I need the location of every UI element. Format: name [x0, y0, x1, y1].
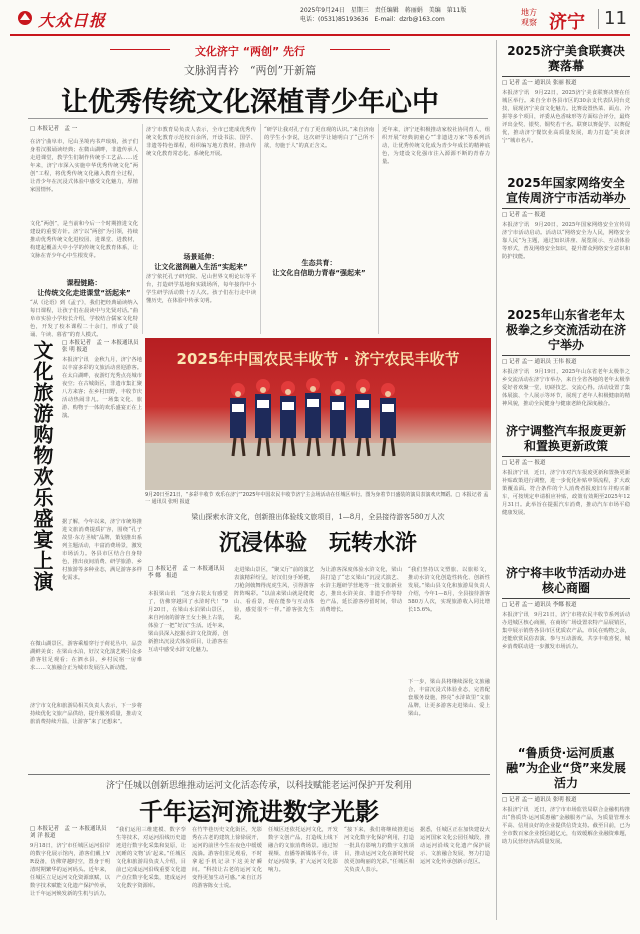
tourism-body-2: 据了解，今年以来，济宁市统筹推进文旅消费提质扩容，围绕“孔子故里·东方圣城”品牌，策划推出系列主题活动，丰富消费场景，激发市场活力。各县市区结合自身特色，推出夜间消费、研学旅游、乡村旅游等多种业态，满足游客多样化需求。 — [62, 519, 142, 581]
immersive-body-5: 下一步，梁山县将继续深化文旅融合，丰富沉浸式体验业态，完善配套服务设施，擦亮“水浒故里”文旅品牌，让更多游客走进梁山、爱上梁山。 — [408, 679, 490, 717]
immersive-byline: □ 本报记者 孟 一 本报通讯员 李 娜 报道 — [148, 566, 230, 579]
sidebar-item-body: 本报济宁讯 9月21日，济宁市将农民丰收节系列活动办进城区核心商圈，在商场广场设置农特产品展销区，集中展示销售各县市区优质农产品。市民在购物之余，还能欣赏民俗表演、参与互动游戏，共享丰收喜悦，城乡消费联动进一步激发市场活力。 — [502, 612, 630, 650]
canal-body-5: “接下来，我们将继续推进运河文化数字化保护利用，打造一批具有影响力的数字文旅项目，推动运河文化在新时代绽放更加绚丽的光彩。”任城区相关负责人表示。 — [344, 827, 414, 873]
lead-body-2: 文化“两创”，是当前和今后一个时期推进文化建设的重要方针。济宁以“两创”为引领，持续推动优秀传统文化进校园、进课堂、进教材，构建起覆盖大中小学的传统文化教育体系，让文脉在青少年心中生根发芽。 — [30, 221, 138, 259]
photo-banner: 2025年中国农民丰收节 · 济宁农民丰收节 — [176, 350, 460, 368]
sidebar-item-byline: □ 记者 孟一 通讯员 张明 报道 — [502, 797, 577, 803]
tourism-body-3: 在微山湖景区，游客乘船穿行于荷花丛中，品尝湖鲜美食；在梁山水泊，好汉文化演艺吸引众多游客驻足观看；在泗水县，乡村民宿一房难求……文旅融合正为城市发展注入新动能。 — [30, 641, 142, 671]
photo-caption: 9月20日至21日，“多彩丰收节 欢乐在济宁”2025年中国农民丰收节济宁主会场活动在任城区举行。图为身着节日盛装的演员表演欢庆舞蹈。□ 本报记者 孟一 通讯员 张明 报道 — [145, 492, 489, 505]
canal-body-4: 任城区还依托运河文化，开发数字文创产品，打造线上线下融合的文旅消费场景。通过短视频、直播等新媒体平台，讲好运河故事，扩大运河文化影响力。 — [268, 827, 338, 873]
lead-body-7: 近年来，济宁还积极推动家校社协同育人，组织开展“经典润童心”“非遗进万家”等系列活动，让优秀传统文化成为青少年成长的精神底色，为建设文化强市注入源源不断的青春力量。 — [382, 127, 490, 165]
lead-col-line-3 — [378, 124, 379, 334]
sidebar-item-byline: □ 记者 孟一 通讯员 王伟 报道 — [502, 359, 577, 365]
canal-body-3: 在竹竿巷历史文化街区，光影秀在古老的建筑上徐徐展开，运河的前世今生在夜色中缓缓流淌。游客们驻足观看，不时拿起手机记录下这美好瞬间。“科技让古老的运河文化变得更加生动可感。”来自江苏的游客陈女士说。 — [192, 827, 262, 889]
sidebar-rule — [502, 208, 630, 209]
sidebar-rule — [502, 456, 630, 457]
page-number: 11 — [604, 8, 627, 29]
sidebar-item-body: 本报济宁讯 9月22日，2025济宁美食联赛决赛在任城区举行。来自全市各县市区的30余支代表队同台竞技，展现济宁美食文化魅力。比赛设置热菜、面点、冷拼等多个项目，评委从色香味形等方面综合评分，最终评出金奖、银奖、铜奖若干名。联赛以赛促学、以赛促优，推动济宁餐饮业高质量发展，助力打造“美食济宁”城市名片。 — [502, 90, 630, 144]
sidebar-item-byline: □ 记者 孟一 报道 — [502, 460, 546, 466]
page-city: 济宁 — [549, 12, 585, 33]
immersive-kicker: 梁山探索水浒文化，创新推出体验线文旅项目，1—8月，全县接待游客580万人次 — [191, 513, 445, 521]
sidebar-item — [502, 44, 630, 177]
header-meta — [300, 6, 466, 24]
canal-body-6: 据悉，任城区正在加快建设大运河国家文化公园任城段，推动运河沿线文化遗产保护展示、文旅融合发展，努力打造运河文化传承创新示范区。 — [420, 827, 490, 865]
page-separator — [598, 9, 599, 29]
canal-byline: □ 本报记者 孟 一 本报通讯员 刘 洋 报道 — [30, 826, 112, 839]
sidebar-item-body: 本报济宁讯 近日，济宁市市场监管局联合金融机构推出“鲁质贷·运河质惠融”金融服务产品，为质量管理水平高、信用良好的企业提供信贷支持。截至目前，已为全市数百家企业授信超亿元，有效缓解企业融资难题，助力民营经济高质量发展。 — [502, 807, 630, 845]
lead-sub-2: 场景延伸： — [183, 253, 219, 261]
lead-byline: □ 本报记者 孟 一 — [30, 126, 78, 132]
sidebar-item-title: 2025济宁美食联赛决赛落幕 — [507, 44, 625, 73]
sidebar-rule — [502, 793, 630, 794]
festival-photo — [145, 338, 491, 490]
page-label-1: 地方 — [521, 8, 537, 17]
sidebar-rule — [502, 76, 630, 77]
sidebar-item-body: 本报济宁讯 9月20日，2025年国家网络安全宣传周济宁市活动启动。活动以“网络安全为人民，网络安全靠人民”为主题，通过知识讲座、展览展示、互动体验等形式，普及网络安全知识，提升群众网络安全意识和防护技能。 — [502, 222, 630, 260]
immersive-body-4: “我们坚持以文塑旅、以旅彰文，推动水浒文化创造性转化、创新性发展。”梁山县文化和旅游局负责人介绍，今年1—8月，全县接待游客580万人次，实现旅游收入同比增长15.6%。 — [408, 567, 490, 613]
page-label — [521, 8, 547, 28]
tourism-body-4: 济宁市文化和旅游局相关负责人表示，下一步将持续优化文旅产品供给，提升服务质量，推动文旅消费持续升温，让游客“来了还想来”。 — [30, 703, 142, 725]
tourism-vertical-title: 文化旅游购物欢乐盛宴上演 — [30, 340, 54, 592]
sidebar-item-title: 2025年国家网络安全宣传周济宁市活动举办 — [505, 176, 626, 205]
sidebar-item — [502, 424, 630, 589]
sidebar-item-title: 2025年山东省老年太极拳之乡交流活动在济宁举办 — [505, 308, 626, 352]
sidebar-item-body: 本报济宁讯 近日，济宁市对汽车报废更新和置换更新补贴政策进行调整，进一步优化补贴申领流程，扩大政策覆盖面。符合条件的个人消费者报废旧车并购买新车，可按规定申请相应补贴，政策有效期至2025年12月31日。此举旨在提振汽车消费，推动汽车市场平稳健康发展。 — [502, 470, 630, 516]
contact-line: 电话：(0531)85193636 E-mail：dzrb@163.com — [300, 16, 445, 23]
tourism-byline: □ 本报记者 孟 一 本报通讯员 张 明 报道 — [62, 340, 144, 353]
sidebar-item — [502, 746, 630, 934]
canal-headline: 千年运河流进数字光影 — [139, 798, 379, 826]
sidebar-item-title: 济宁将丰收节活动办进核心商圈 — [505, 566, 626, 595]
lead-sub-2b: 让文化滋润融入生活“实起来” — [154, 263, 248, 271]
lead-body-6: “研学让我对孔子有了更直观的认识。”来自济南的学生小李说，这次研学让她明白了“己所不欲，勿施于人”的真正含义。 — [264, 127, 374, 149]
immersive-body-2: 走进梁山景区，“聚义厅”前的演艺表演精彩纷呈，好汉们身手矫健，刀枪剑戟舞得虎虎生风，引得游客阵阵喝彩。“以前来梁山就是爬爬山、看看景，现在能参与互动体验，感觉很不一样。”游客张先生说。 — [234, 567, 314, 621]
sidebar-item-title: “鲁质贷·运河质惠融”为企业“贷”来发展活力 — [506, 746, 626, 790]
canal-top-rule — [28, 774, 490, 775]
lead-body-1: 在济宁曲阜市，尼山圣境内书声琅琅，孩子们身着汉服诵读经典；在微山湖畔，非遗传承人走进课堂，教学生们制作传统手工艺品……近年来，济宁市深入实施中华优秀传统文化“两创”工程，将优秀传统文化融入教育全过程，让青少年在沉浸式体验中感受文化魅力，厚植家国情怀。 — [30, 139, 138, 193]
lead-rule — [28, 118, 488, 119]
sidebar-item — [502, 176, 630, 277]
lead-body-5: 济宁依托孔子研究院、尼山世界文明论坛等平台，打造研学基地和实践场所，每年接待中小学生研学活动数十万人次。孩子们在行走中读懂历史，在体验中传承文明。 — [146, 274, 256, 304]
lead-sub-3b: 让文化自信助力青春“强起来” — [272, 269, 366, 277]
lead-kicker: 文脉润青衿 “两创”开新篇 — [183, 64, 317, 77]
lead-sub-1b: 让传统文化走进课堂“活起来” — [37, 289, 131, 297]
lead-headline: 让优秀传统文化深植青少年心中 — [61, 87, 439, 118]
canal-body-2: “我们运用三维建模、数字孪生等技术，对运河沿线历史遗迹进行数字化采集和复原，让沉睡的文物‘活’起来。”任城区文化和旅游局负责人介绍，目前已完成运河沿线重要文化遗产点位数字化采集，建成运河文化数字资源库。 — [116, 827, 186, 889]
logo-emblem-icon — [16, 10, 34, 26]
sidebar-item-byline: □ 记者 孟一 通讯员 李娜 报道 — [502, 602, 577, 608]
newspaper-logo: 大众日报 — [38, 11, 107, 30]
lead-body-3: “从《论语》到《孟子》，我们把经典诵读纳入每日课程，让孩子们在晨读中与先贤对话。”曲阜市实验小学校长介绍，学校结合儒家文化特色，开发了校本课程二十余门，形成了“晨诵、午读、暮省”的育人模式。 — [30, 300, 138, 338]
immersive-body-1: 本报梁山讯 “这身古装太有感觉了，仿佛穿越回了水浒时代！”9月20日，在梁山水泊梁山景区，来自河南的游客王女士换上古装，体验了一把“好汉”生活。近年来，梁山县深入挖掘水浒文化资源，创新推出沉浸式体验项目，让游客在互动中感受水浒文化魅力。 — [148, 591, 228, 653]
header-rule — [10, 34, 630, 36]
date-line: 2025年9月24日 星期三 责任编辑 蒋丽娟 美编 第11版 — [300, 7, 467, 14]
sidebar-divider — [496, 40, 497, 920]
page-label-2: 观察 — [521, 18, 537, 27]
sidebar-item — [502, 566, 630, 751]
sidebar-item-body: 本报济宁讯 9月19日，2025年山东省老年太极拳之乡交流活动在济宁市举办，来自全省各地的老年太极拳爱好者欢聚一堂，切磋技艺、交流心得。活动设置了集体展演、个人展示等环节，展现了老年人积极健康的精神风貌，推动全民健身与健康老龄化深度融合。 — [502, 369, 630, 407]
lead-sub-1: 课程链路： — [66, 279, 102, 287]
sidebar-rule — [502, 355, 630, 356]
lead-sub-3: 生态共育： — [301, 259, 337, 267]
canal-kicker: 济宁任城以创新思维推动运河文化活态传承，以科技赋能老运河保护开发利用 — [105, 781, 412, 791]
sidebar-rule — [502, 598, 630, 599]
immersive-headline: 沉浸体验 玩转水浒 — [218, 531, 417, 556]
sidebar-item-byline: □ 记者 孟一 报道 — [502, 212, 546, 218]
lead-col-line-2 — [260, 124, 261, 334]
immersive-body-3: 为让游客深度体验水浒文化，梁山县打造了“忠义梁山”沉浸式演艺、水浒主题研学营地等一批文旅新业态，推出水浒美食、非遗手作等特色产品，延长游客停留时间，带动消费增长。 — [320, 567, 402, 613]
sidebar-item-byline: □ 记者 孟一 通讯员 张丽 报道 — [502, 80, 577, 86]
sidebar-item-title: 济宁调整汽车报废更新和置换更新政策 — [505, 424, 626, 453]
masthead — [10, 6, 130, 30]
canal-body-1: 9月18日，济宁市任城区运河沿岸的数字化展示馆内，游客们戴上VR设备，仿佛穿越时空，置身于明清时期繁华的运河码头。近年来，任城区立足运河文化资源禀赋，以数字技术赋能文化遗产保护传承，让千年运河焕发新的生机与活力。 — [30, 843, 110, 897]
section-title: 文化济宁 “两创” 先行 — [194, 45, 306, 58]
lead-body-4: 济宁市教育局负责人表示，全市已建成优秀传统文化教育示范校百余所，开设书法、国学、非遗等特色课程，组织编写地方教材，推动传统文化教育常态化、系统化开展。 — [146, 127, 256, 157]
photo-dancers-illustration — [145, 338, 491, 490]
tourism-body-1: 本报济宁讯 金秋九月，济宁各地以丰富多彩的文旅活动喜迎游客。在太白湖畔，夜游灯光秀点亮城市夜空；在古城街区，非遗市集汇聚八方来客；在乡村田野，丰收节庆活动热闹非凡。一场集文化、旅游、购物于一体的欢乐盛宴正在上演。 — [62, 357, 142, 419]
lead-col-line-1 — [142, 124, 143, 334]
